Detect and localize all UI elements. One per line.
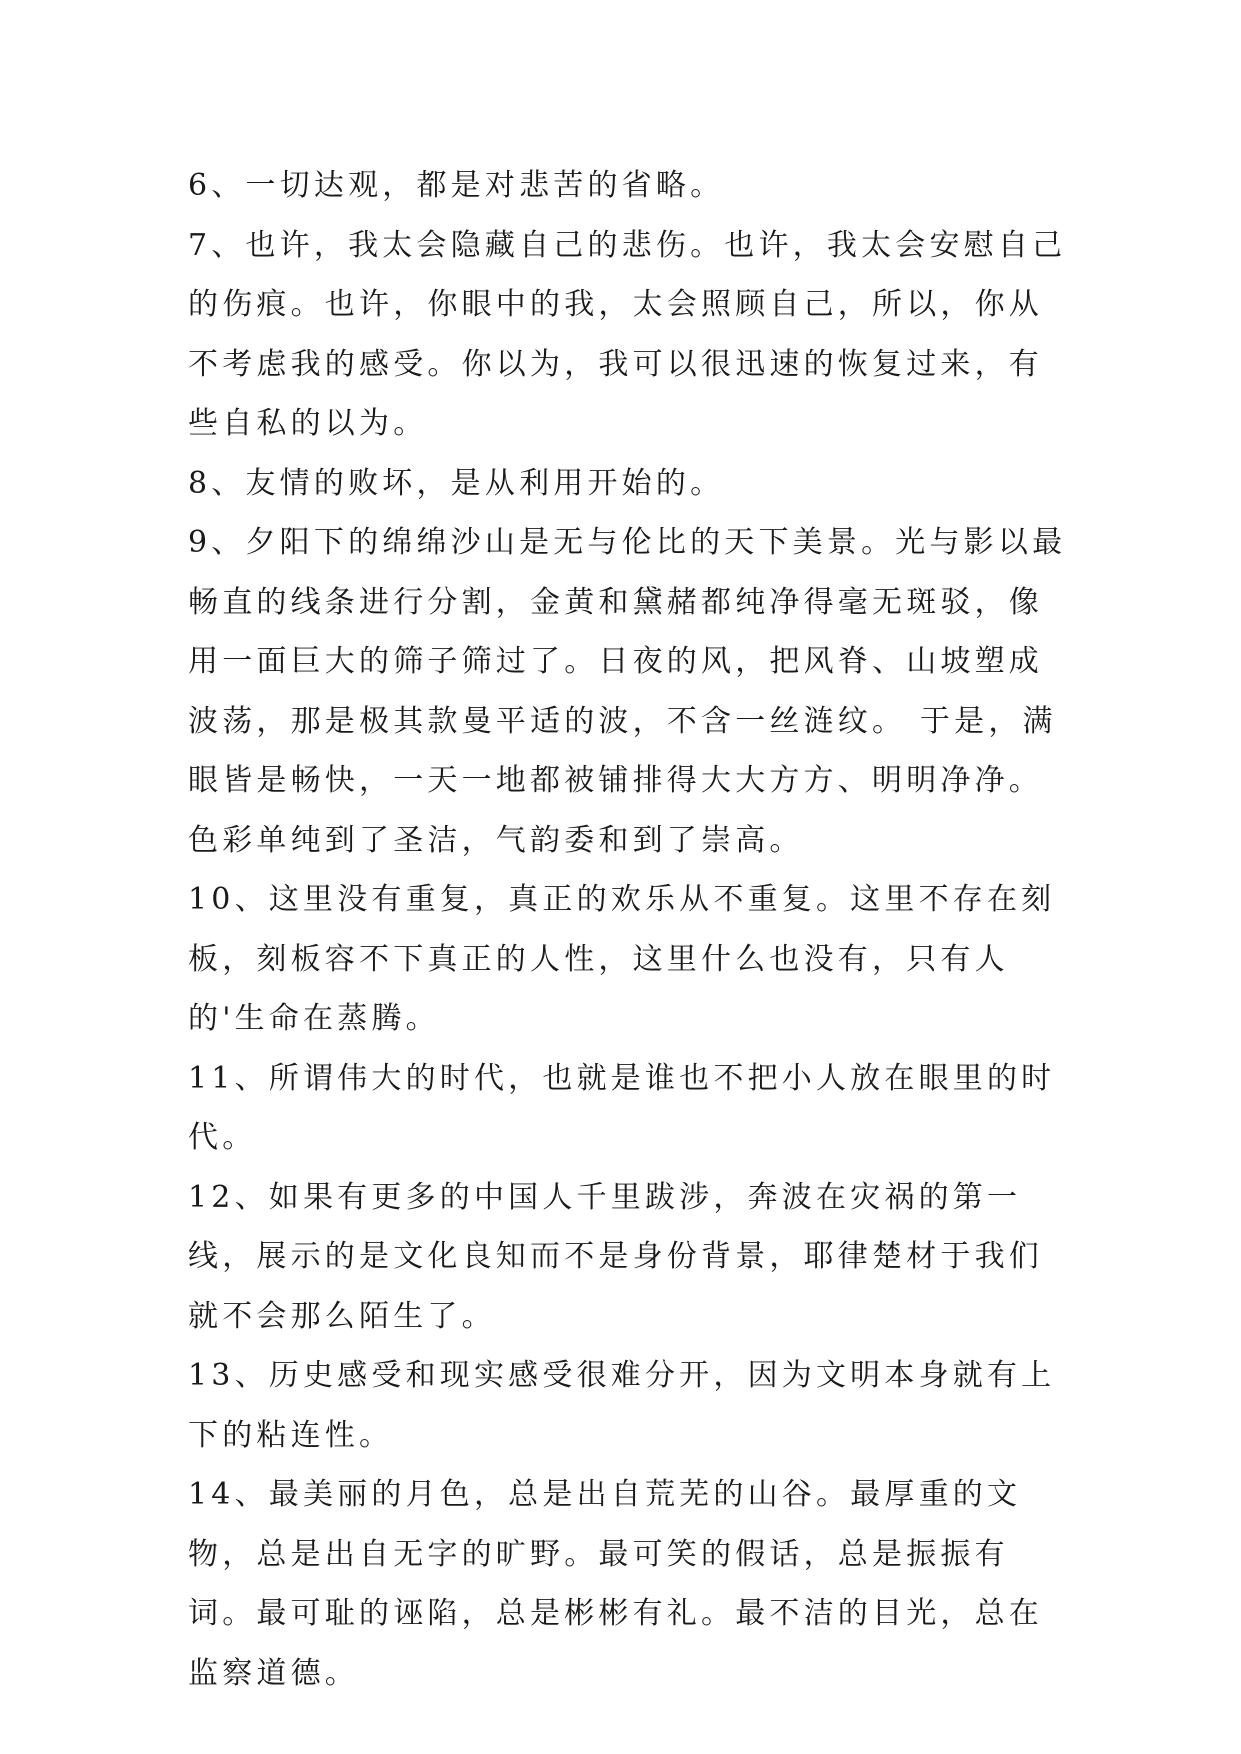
paragraph-9: 9、夕阳下的绵绵沙山是无与伦比的天下美景。光与影以最畅直的线条进行分割，金黄和黛赭都纯净得毫无斑驳，像用一面巨大的筛子筛过了。日夜的风，把风脊、山坡塑成波荡，那是极其款曼平适的波，不含一丝涟纹。 于是，满眼皆是畅快，一天一地都被铺排得大大方方、明明净净。色彩单纯到了圣洁，气韵委和到了崇高。 (188, 525, 1067, 858)
document-body (188, 156, 1068, 1703)
paragraph-6: 6、一切达观，都是对悲苦的省略。 (188, 168, 725, 203)
paragraph-7: 7、也许，我太会隐藏自己的悲伤。也许，我太会安慰自己的伤痕。也许，你眼中的我，太会照顾自己，所以，你从不考虑我的感受。你以为，我可以很迅速的恢复过来，有些自私的以为。 (188, 227, 1067, 441)
paragraph-10: 10、这里没有重复，真正的欢乐从不重复。这里不存在刻板，刻板容不下真正的人性，这里什么也没有，只有人的'生命在蒸腾。 (188, 882, 1056, 1036)
paragraph-13: 13、历史感受和现实感受很难分开，因为文明本身就有上下的粘连性。 (188, 1358, 1056, 1453)
paragraph-12: 12、如果有更多的中国人千里跋涉，奔波在灾祸的第一线，展示的是文化良知而不是身份背景，耶律楚材于我们就不会那么陌生了。 (188, 1179, 1043, 1334)
paragraph-8: 8、友情的败坏，是从利用开始的。 (188, 465, 725, 501)
paragraph-14: 14、最美丽的月色，总是出自荒芜的山谷。最厚重的文物，总是出自无字的旷野。最可笑的假话，总是振振有词。最可耻的诬陷，总是彬彬有礼。最不洁的目光，总在监察道德。 (188, 1477, 1043, 1691)
paragraph-11: 11、所谓伟大的时代，也就是谁也不把小人放在眼里的时代。 (188, 1060, 1056, 1155)
